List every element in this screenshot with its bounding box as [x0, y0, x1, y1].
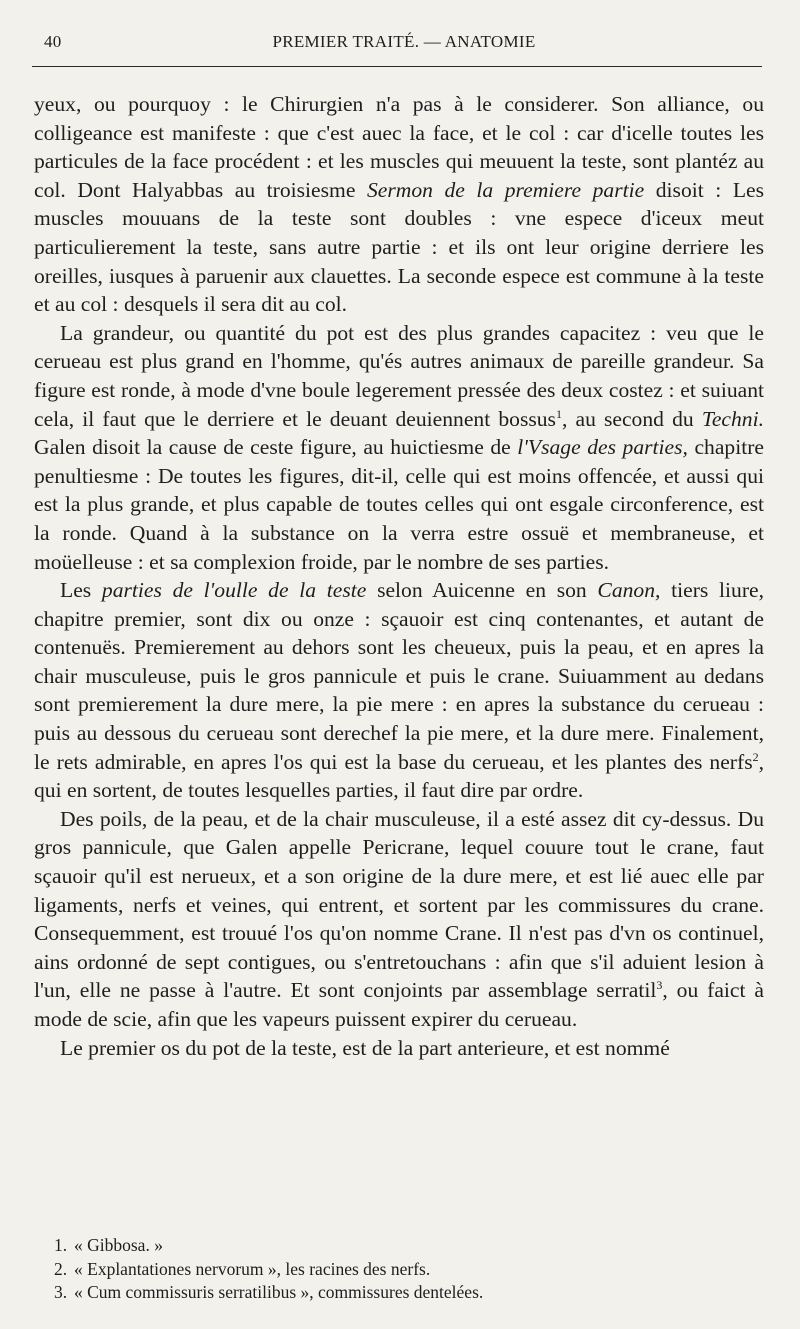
text-run: tiers liure, chapitre premier, sont dix ou onze : sçauoir est cinq contenantes, et autant de contenuës. Premierement au dehors sont les cheueux, puis la peau, et en apres la chair musculeuse, puis le gros pannicule et puis le crane. Suiuamment au dedans sont premierement la dure mere, la pie mere : en apres la substance du cerueau : puis au dessous du cerueau sont derechef la pie mere, et la dure mere. Finalement, le rets admirable, en apres l'os qui est la base du cerueau, et les plantes des nerfs — [34, 578, 764, 774]
footnote-number: 1. — [54, 1235, 68, 1255]
text-run: , au second du — [561, 406, 702, 431]
page-number: 40 — [44, 32, 62, 51]
text-run: , qui en sortent, de toutes lesquelles parties, il faut dire par ordre. — [34, 749, 764, 803]
text-run: Galen disoit la cause de ceste figure, au huictiesme de — [34, 435, 518, 460]
text-run: chapitre penultiesme : De toutes les figures, dit-il, celle qui est moins offencée, et aussi qui est la plus grande, et plus capable de toutes celles qui ont esgale circonference, est la ronde. Quand à la substance on la verra estre ossuë et membraneuse, et moüelleuse : et sa complexion froide, par le nombre de ses parties. — [34, 435, 764, 574]
footnote-text: « Cum commissuris serratilibus », commissures dentelées. — [74, 1282, 484, 1302]
text-run: Les — [60, 578, 102, 603]
italic-text: Canon, — [597, 578, 661, 603]
footnote — [54, 1234, 754, 1258]
paragraph — [34, 576, 764, 805]
footnote-ref: 2 — [752, 749, 759, 764]
text-run: Des poils, de la peau, et de la chair musculeuse, il a esté assez dit cy-dessus. Du gros pannicule, que Galen appelle Pericrane, lequel couure tout le crane, faut sçauoir qu'il est nerueux, et a son origine de la dure mere, et est lié auec elle par ligaments, nerfs et veines, qui entrent, et sortent par les commissures du crane. Consequemment, est trouué l'os qu'on nomme Crane. Il n'est pas d'vn os continuel, ains ordonné de sept contigues, ou s'entretouchans : afin que s'il aduient lesion à l'un, elle ne passe à l'autre. Et sont conjoints par assemblage serratil — [34, 806, 764, 1003]
text-run: disoit : Les muscles mouuans de la teste sont doubles : vne espece d'iceux meut particulierement la teste, sans autre partie : et ils ont leur origine derriere les oreilles, iusques à paruenir aux clauettes. La seconde espece est commune à la teste et au col : desquels il sera dit au col. — [34, 177, 764, 317]
footnotes — [54, 1234, 754, 1305]
footnote-number: 2. — [54, 1258, 68, 1279]
footnote — [54, 1258, 754, 1282]
paragraph — [34, 1034, 764, 1063]
running-title: PREMIER TRAITÉ. — ANATOMIE — [272, 32, 536, 51]
italic-text: l'Vsage des parties, — [517, 435, 688, 460]
italic-text: Techni. — [701, 406, 764, 431]
text-run: yeux, ou pourquoy : le Chirurgien n'a pas à le considerer. Son alliance, ou colligeance est manifeste : que c'est auec la face, et le col : car d'icelle toutes les particules de la face procédent : et les muscles qui meuuent la teste, sont plantéz au col. Dont Halyabbas au troisiesme — [34, 92, 764, 202]
text-run: , ou faict à mode de scie, afin que les vapeurs puissent expirer du cerueau. — [34, 978, 764, 1031]
footnote-ref: 1 — [555, 406, 562, 421]
footnote — [54, 1281, 754, 1305]
footnote-number: 3. — [54, 1282, 68, 1302]
paragraph — [34, 90, 764, 319]
header-rule — [32, 66, 762, 67]
paragraph — [34, 805, 764, 1034]
text-run: selon Auicenne en son — [366, 578, 598, 603]
footnote-text: « Explantationes nervorum », les racines des nerfs. — [74, 1258, 431, 1279]
footnote-text: « Gibbosa. » — [74, 1235, 163, 1255]
page-header — [44, 32, 764, 56]
italic-text: parties de l'oulle de la teste — [101, 578, 367, 603]
footnote-ref: 3 — [656, 978, 663, 993]
text-run: Le premier os du pot de la teste, est de la part anterieure, et est nommé — [60, 1035, 670, 1060]
body-text — [34, 90, 764, 1062]
text-run: La grandeur, ou quantité du pot est des plus grandes capacitez : veu que le cerueau est plus grand en l'homme, qu'és autres animaux de pareille grandeur. Sa figure est ronde, à mode d'vne boule legerement pressée des deux costez : et suiuant cela, il faut que le derriere et le deuant deuiennent bossus — [34, 320, 764, 431]
paragraph — [34, 319, 764, 576]
italic-text: Sermon de la premiere partie — [366, 177, 645, 202]
